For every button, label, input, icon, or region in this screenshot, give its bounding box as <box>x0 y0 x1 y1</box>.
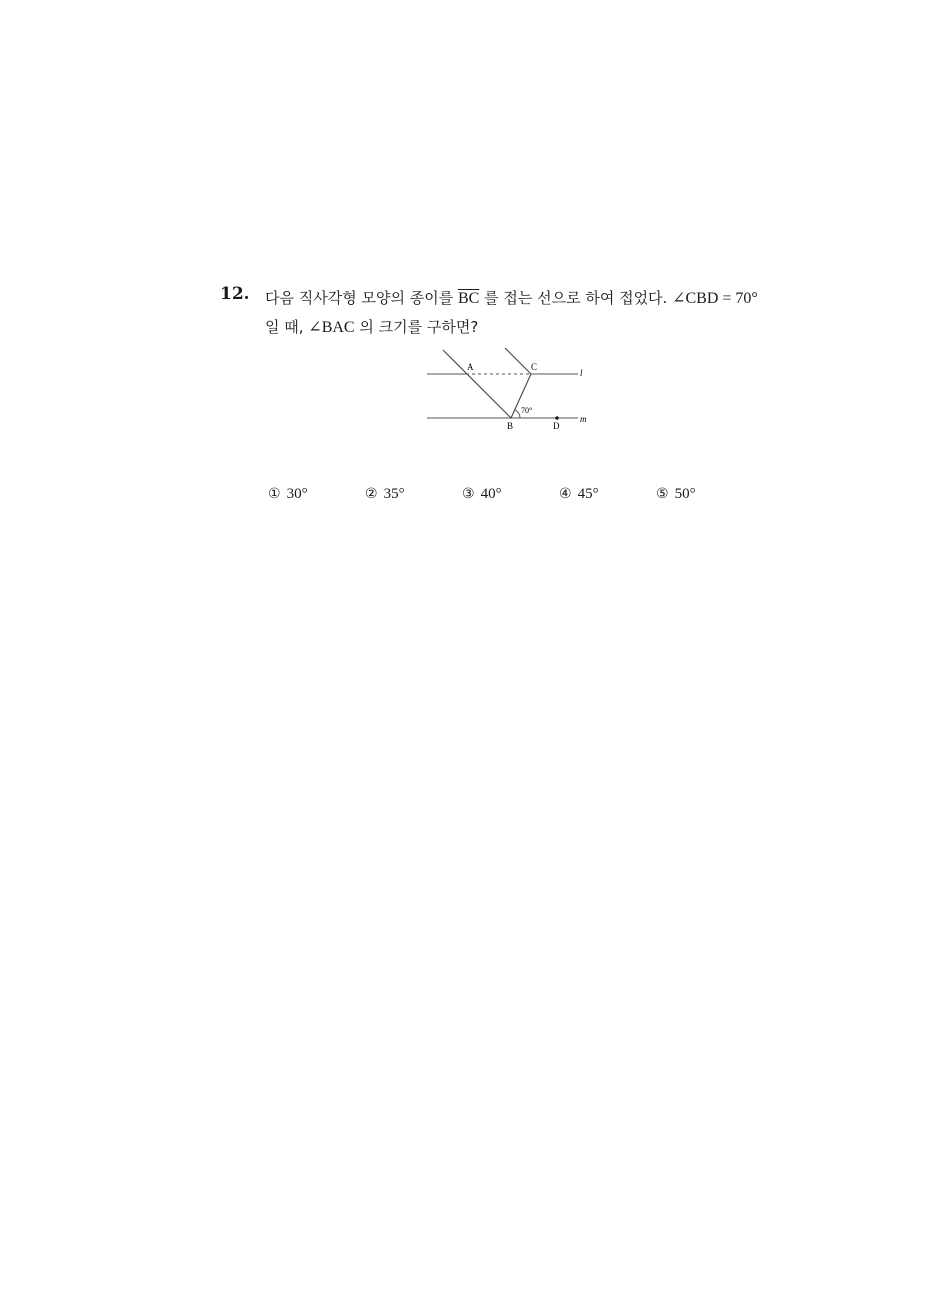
question-text-part: 일 때, <box>265 318 309 336</box>
question-text-part: 다음 직사각형 모양의 종이를 <box>265 289 458 307</box>
choice-marker: ④ <box>559 486 572 502</box>
label-a: A <box>467 362 474 372</box>
choice-1[interactable] <box>268 484 308 503</box>
choice-marker: ③ <box>462 486 475 502</box>
choice-value: 30° <box>286 486 308 502</box>
answer-choices <box>268 484 728 506</box>
given-angle: ∠CBD = 70° <box>672 290 758 307</box>
question-text-line-2 <box>265 316 478 337</box>
choice-4[interactable] <box>559 484 599 503</box>
label-c: C <box>531 362 538 372</box>
choice-value: 35° <box>383 486 405 502</box>
choice-3[interactable] <box>462 484 502 503</box>
point-d <box>555 416 559 420</box>
question-text-line-1 <box>265 287 758 308</box>
choice-5[interactable] <box>656 484 696 503</box>
angle-arc <box>515 410 520 418</box>
question-text-part: 를 접는 선으로 하여 접었다. <box>479 289 673 307</box>
choice-marker: ⑤ <box>656 486 669 502</box>
choice-value: 45° <box>577 486 599 502</box>
choice-marker: ② <box>365 486 378 502</box>
label-m: m <box>580 414 587 424</box>
label-b: B <box>507 421 514 431</box>
label-d: D <box>553 421 560 431</box>
choice-value: 40° <box>480 486 502 502</box>
choice-2[interactable] <box>365 484 405 503</box>
question-number: 12. <box>220 284 250 304</box>
label-l: l <box>580 368 583 378</box>
edge-above-c <box>505 348 531 374</box>
edge-through-a <box>443 350 511 418</box>
choice-value: 50° <box>674 486 696 502</box>
question-text-part: 의 크기를 구하면? <box>354 318 479 336</box>
angle-label: 70° <box>521 406 533 415</box>
choice-marker: ① <box>268 486 281 502</box>
target-angle: ∠BAC <box>308 319 355 336</box>
figure-svg <box>420 345 600 440</box>
segment-bc: $\overline{BC}$ <box>457 290 480 307</box>
folded-paper-figure <box>420 345 600 444</box>
